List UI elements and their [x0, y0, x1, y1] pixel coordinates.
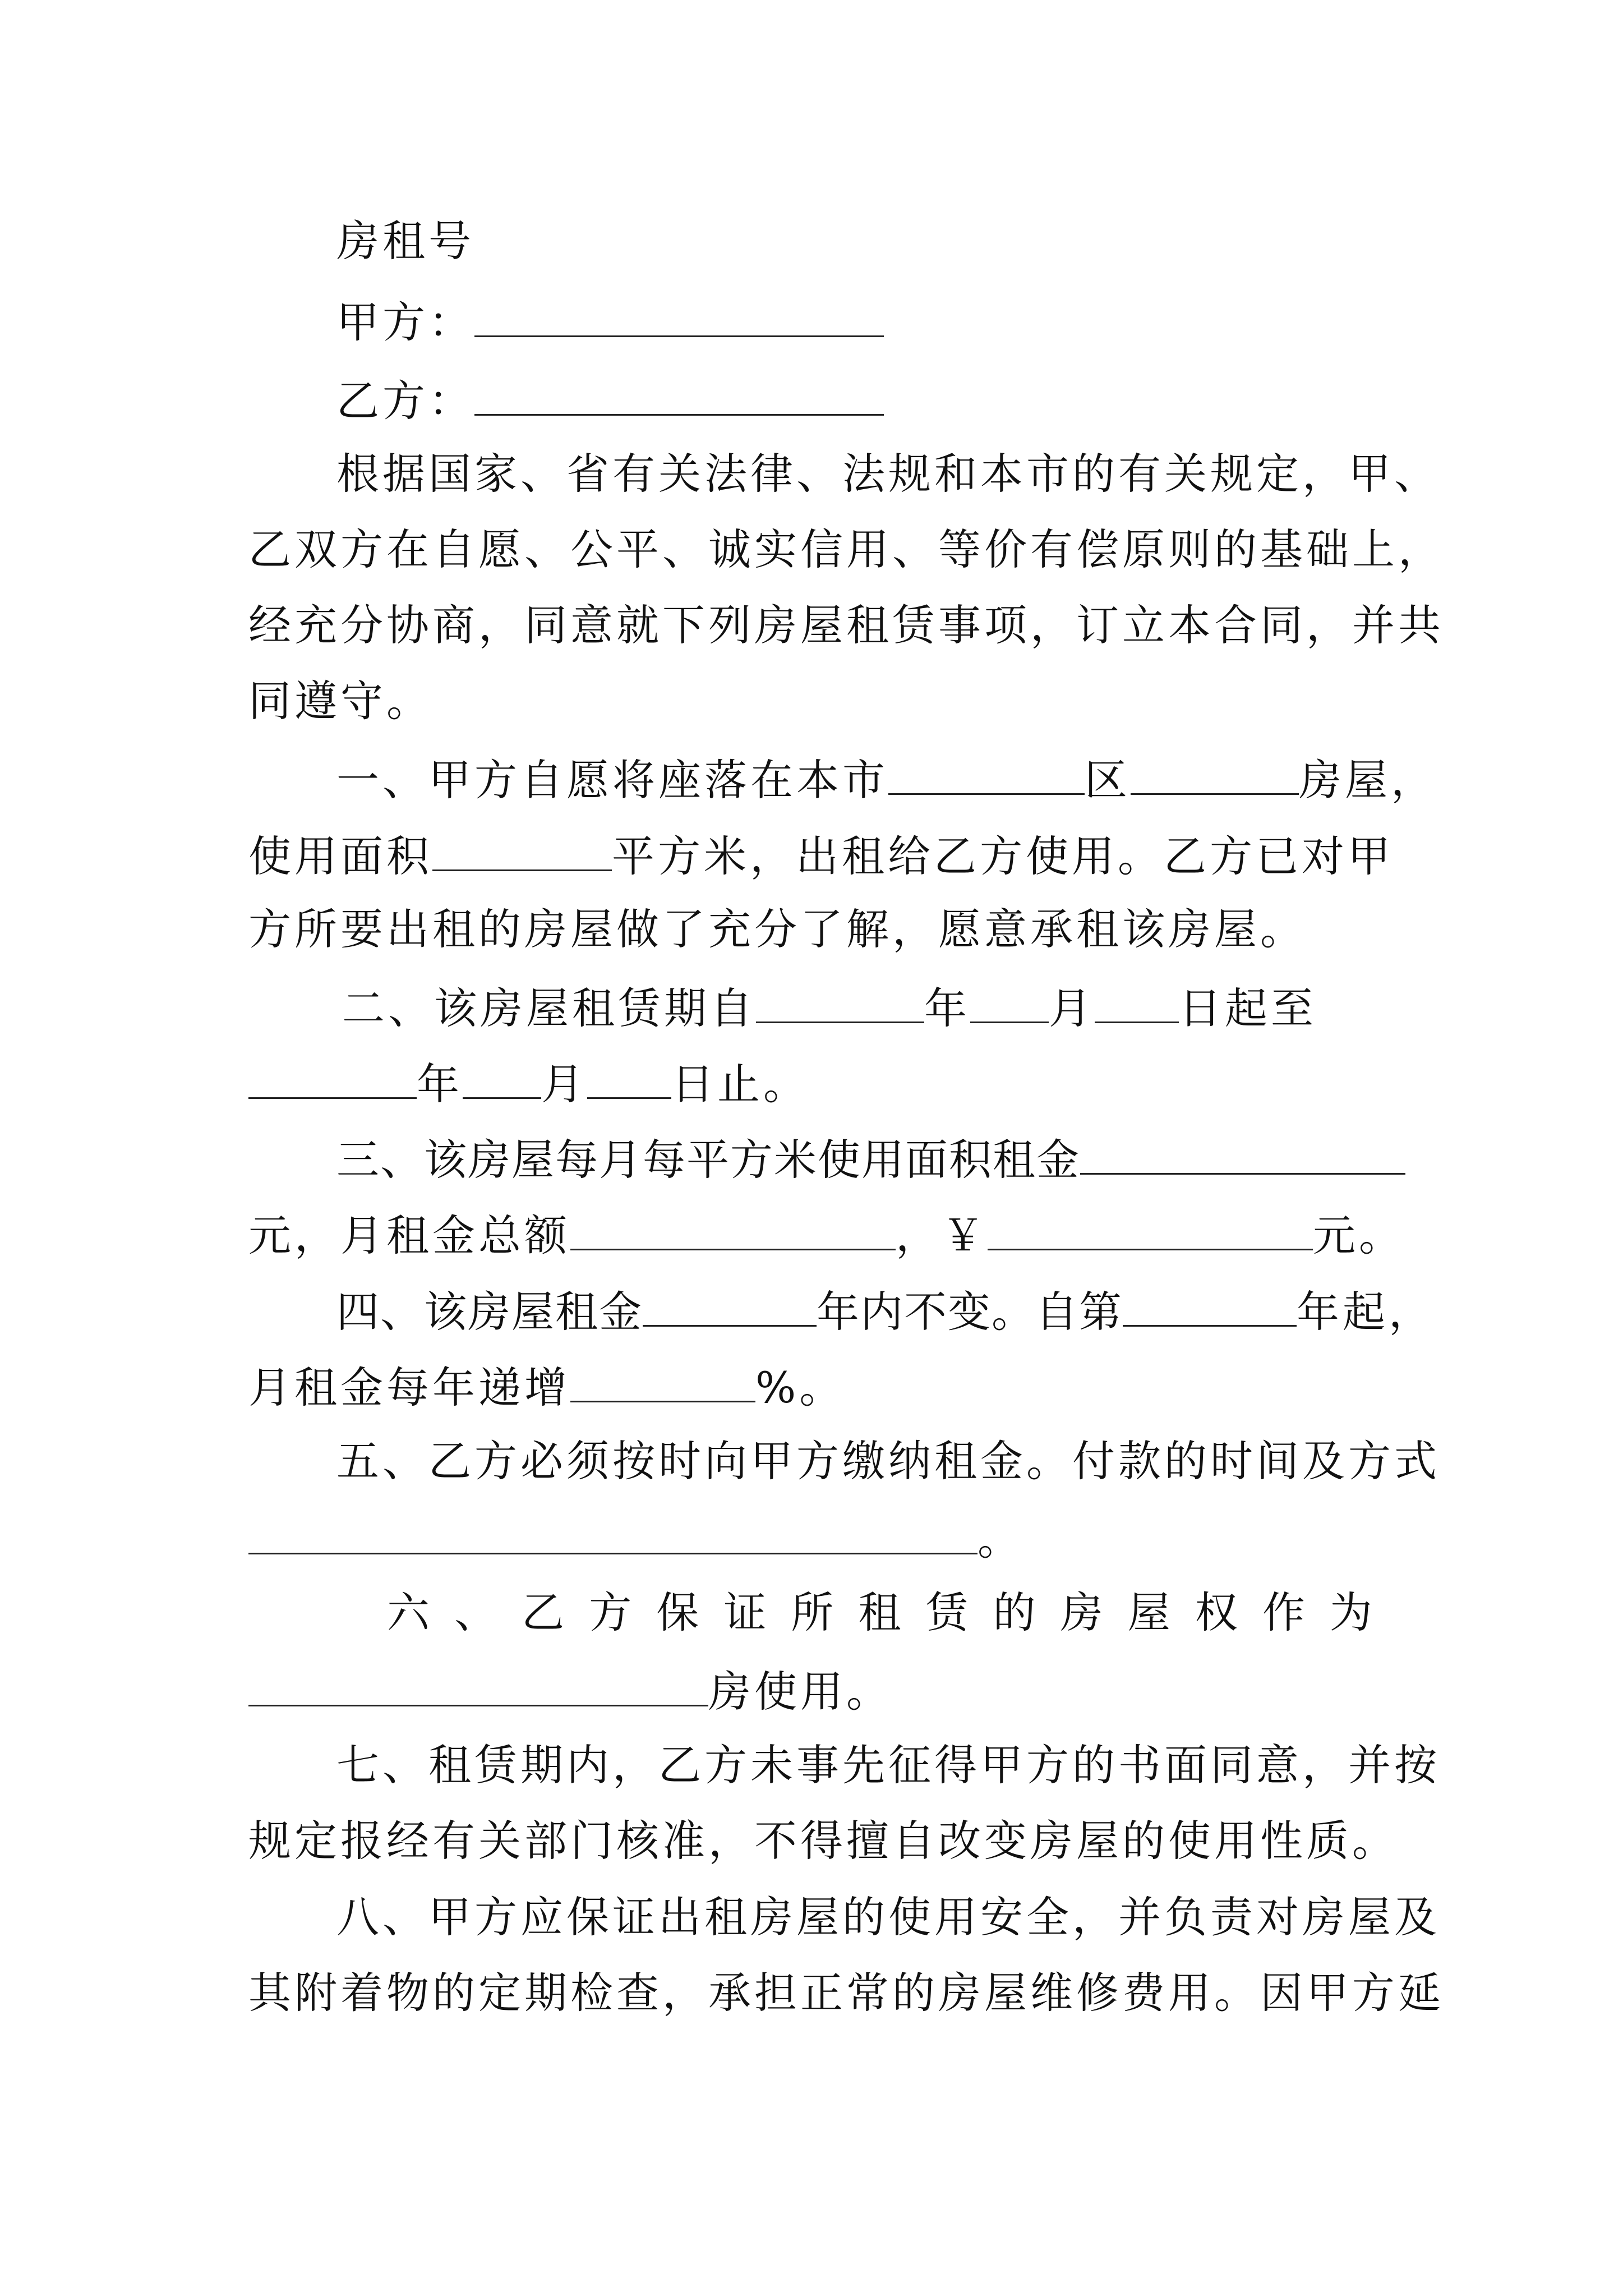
intro-line: 乙双方在自愿、公平、诚实信用、等价有偿原则的基础上，	[248, 524, 1444, 574]
start-month-blank	[970, 978, 1049, 1023]
clause-3-line: 三、该房屋每月每平方米使用面积租金	[336, 1129, 1376, 1185]
clause-6-line: 六 、 乙 方 保 证 所 租 赁 的 房 屋 权 作 为	[387, 1588, 1376, 1637]
clause-2-line: 二、该房屋租赁期自 年 月 日起至	[342, 978, 1376, 1034]
clause-1-line: 一、甲方自愿将座落在本市 区 房屋，	[336, 749, 1376, 806]
party-a-blank	[474, 292, 884, 337]
end-day-blank	[587, 1053, 671, 1099]
clause-1-line: 方所要出租的房屋做了充分了解，愿意承租该房屋。	[248, 904, 1306, 954]
clause-2-line: 年 月 日止。	[248, 1053, 1376, 1110]
increase-rate-blank	[570, 1357, 755, 1402]
area-blank	[432, 826, 612, 871]
party-b-line	[336, 370, 1376, 426]
start-day-blank	[1095, 978, 1179, 1023]
unit-rent-blank	[1080, 1129, 1405, 1175]
location-blank	[1131, 749, 1299, 795]
intro-line: 经充分协商，同意就下列房屋租赁事项，订立本合同，并共	[248, 600, 1444, 650]
clause-8-line: 八、甲方应保证出租房屋的使用安全，并负责对房屋及	[336, 1892, 1440, 1942]
payment-method-blank	[248, 1509, 978, 1554]
clause-4-line: 月租金每年递增 %。	[248, 1357, 1376, 1413]
clause-7-line: 七、租赁期内，乙方未事先征得甲方的书面同意，并按	[336, 1740, 1440, 1790]
clause-4-line: 四、该房屋租金 年内不变。自第 年起，	[336, 1281, 1376, 1337]
total-rent-amount-blank	[988, 1205, 1313, 1250]
end-year-blank	[248, 1053, 417, 1099]
party-b-blank	[474, 370, 884, 416]
clause-6-line: 房使用。	[248, 1661, 1376, 1717]
clause-5-line: 。	[248, 1509, 1376, 1565]
clause-8-line: 其附着物的定期检查，承担正常的房屋维修费用。因甲方延	[248, 1968, 1444, 2018]
party-b-label: 乙方：	[336, 376, 474, 426]
clause-7-line: 规定报经有关部门核准，不得擅自改变房屋的使用性质。	[248, 1816, 1398, 1866]
party-a-line	[336, 292, 1376, 348]
intro-line: 同遵守。	[248, 676, 432, 726]
end-month-blank	[463, 1053, 541, 1099]
clause-3-line: 元，月租金总额 ，￥ 元。	[248, 1205, 1376, 1261]
intro-line: 根据国家、省有关法律、法规和本市的有关规定，甲、	[336, 449, 1440, 499]
party-a-label: 甲方：	[336, 297, 474, 347]
usage-blank	[248, 1661, 708, 1706]
clause-1-line: 使用面积 平方米，出租给乙方使用。乙方已对甲	[248, 826, 1376, 882]
start-year-blank	[756, 978, 924, 1023]
document-title: 房租号	[336, 216, 474, 266]
district-blank	[888, 749, 1085, 795]
increase-year-blank	[1123, 1281, 1297, 1327]
total-rent-blank	[570, 1205, 896, 1250]
fixed-years-blank	[643, 1281, 817, 1327]
clause-5-line: 五、乙方必须按时向甲方缴纳租金。付款的时间及方式	[336, 1436, 1440, 1486]
